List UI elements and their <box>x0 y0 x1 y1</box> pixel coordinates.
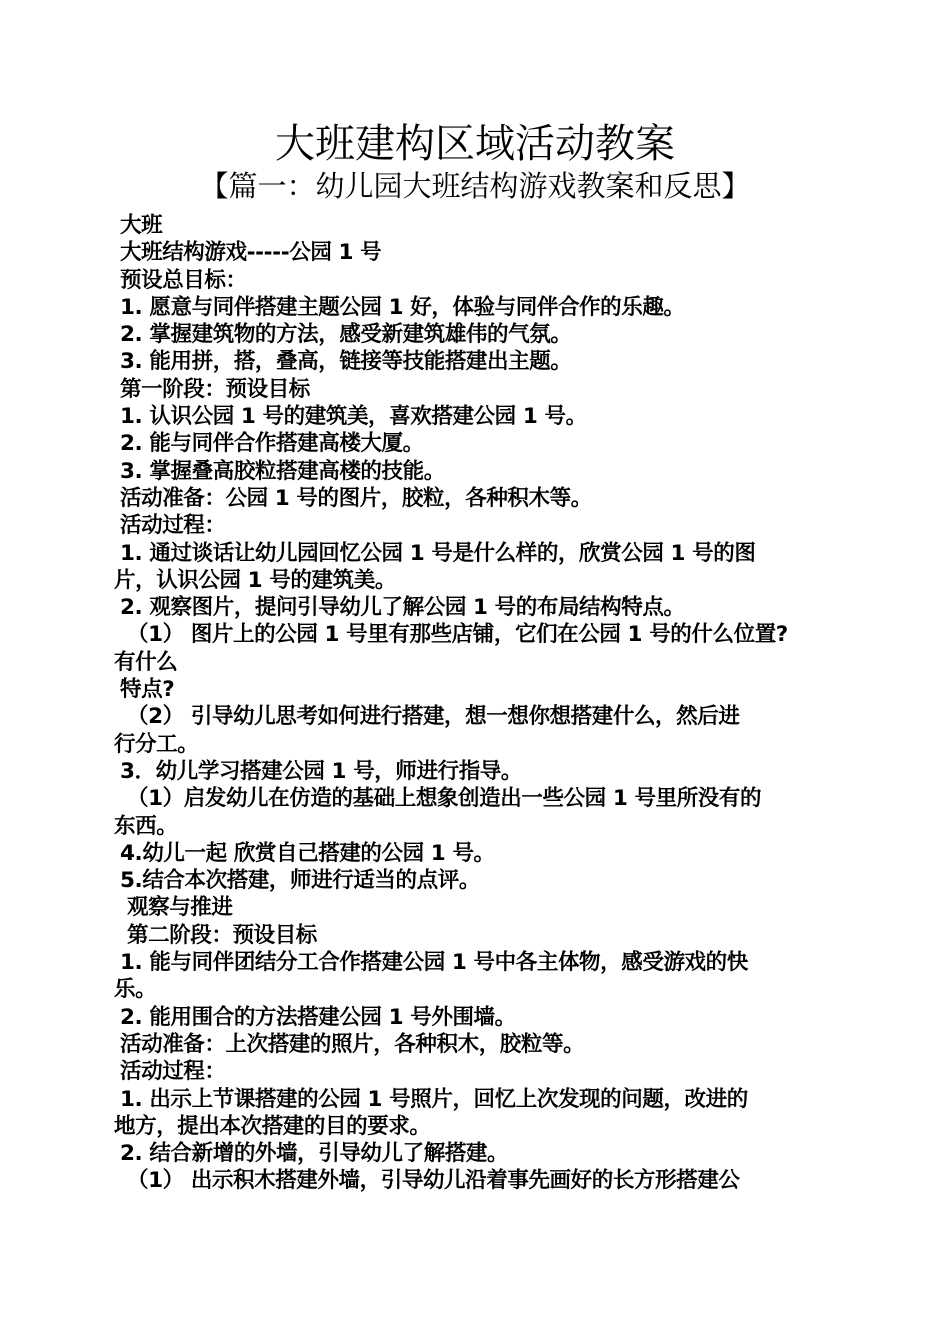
text-line: 第一阶段：预设目标 <box>120 376 310 402</box>
text-line: 乐。 <box>114 977 157 1003</box>
text-line: 地方，提出本次搭建的目的要求。 <box>114 1113 431 1139</box>
text-line: （1） 出示积木搭建外墙，引导幼儿沿着事先画好的长方形搭建公 <box>127 1168 740 1194</box>
text-line: 预设总目标： <box>120 267 247 293</box>
text-line: 活动过程： <box>120 513 226 539</box>
text-line: 2. 观察图片，提问引导幼儿了解公园 1 号的布局结构特点。 <box>120 595 685 621</box>
text-line: 观察与推进 <box>127 895 233 921</box>
text-line: 活动准备：上次搭建的照片，各种积木，胶粒等。 <box>120 1031 585 1057</box>
text-line: 特点? <box>120 677 175 703</box>
text-line: 有什么 <box>114 649 178 675</box>
document-title: 大班建构区域活动教案 <box>275 121 675 167</box>
text-line: （1） 图片上的公园 1 号里有那些店铺，它们在公园 1 号的什么位置? <box>127 622 788 648</box>
text-line: 1. 通过谈话让幼儿园回忆公园 1 号是什么样的，欣赏公园 1 号的图 <box>120 540 756 566</box>
text-line: 活动准备：公园 1 号的图片，胶粒，各种积木等。 <box>120 485 592 511</box>
text-line: 活动过程： <box>120 1059 226 1085</box>
text-line: 1. 愿意与同伴搭建主题公园 1 好，体验与同伴合作的乐趣。 <box>120 294 685 320</box>
text-line: 3. 掌握叠高胶粒搭建高楼的技能。 <box>120 458 445 484</box>
text-line: 5.结合本次搭建，师进行适当的点评。 <box>120 868 480 894</box>
text-line: 东西。 <box>114 813 178 839</box>
text-line: （2） 引导幼儿思考如何进行搭建，想一想你想搭建什么，然后进 <box>127 704 740 730</box>
text-line: 1. 能与同伴团结分工合作搭建公园 1 号中各主体物，感受游戏的快 <box>120 950 748 976</box>
text-line: 第二阶段：预设目标 <box>127 922 317 948</box>
text-line: 行分工。 <box>114 731 199 757</box>
text-line: 2. 掌握建筑物的方法，感受新建筑雄伟的气氛。 <box>120 322 572 348</box>
text-line: 1. 出示上节课搭建的公园 1 号照片，回忆上次发现的问题，改进的 <box>120 1086 748 1112</box>
text-line: 3. 能用拼，搭，叠高，链接等技能搭建出主题。 <box>120 349 572 375</box>
text-line: 1. 认识公园 1 号的建筑美，喜欢搭建公园 1 号。 <box>120 404 587 430</box>
text-line: 4.幼儿一起 欣赏自己搭建的公园 1 号。 <box>120 840 495 866</box>
text-line: 2. 能与同伴合作搭建高楼大厦。 <box>120 431 424 457</box>
document-subtitle: 【篇一：幼儿园大班结构游戏教案和反思】 <box>199 169 751 203</box>
text-line: 大班 <box>120 213 163 238</box>
text-line: 2. 结合新增的外墙，引导幼儿了解搭建。 <box>120 1141 509 1167</box>
text-line: （1）启发幼儿在仿造的基础上想象创造出一些公园 1 号里所没有的 <box>127 786 762 812</box>
text-line: 3．幼儿学习搭建公园 1 号，师进行指导。 <box>120 758 522 784</box>
text-line: 大班结构游戏-----公园 1 号 <box>120 240 382 266</box>
document-body <box>0 212 950 1195</box>
text-line: 2. 能用围合的方法搭建公园 1 号外围墙。 <box>120 1004 516 1030</box>
text-line: 片，认识公园 1 号的建筑美。 <box>114 567 396 593</box>
